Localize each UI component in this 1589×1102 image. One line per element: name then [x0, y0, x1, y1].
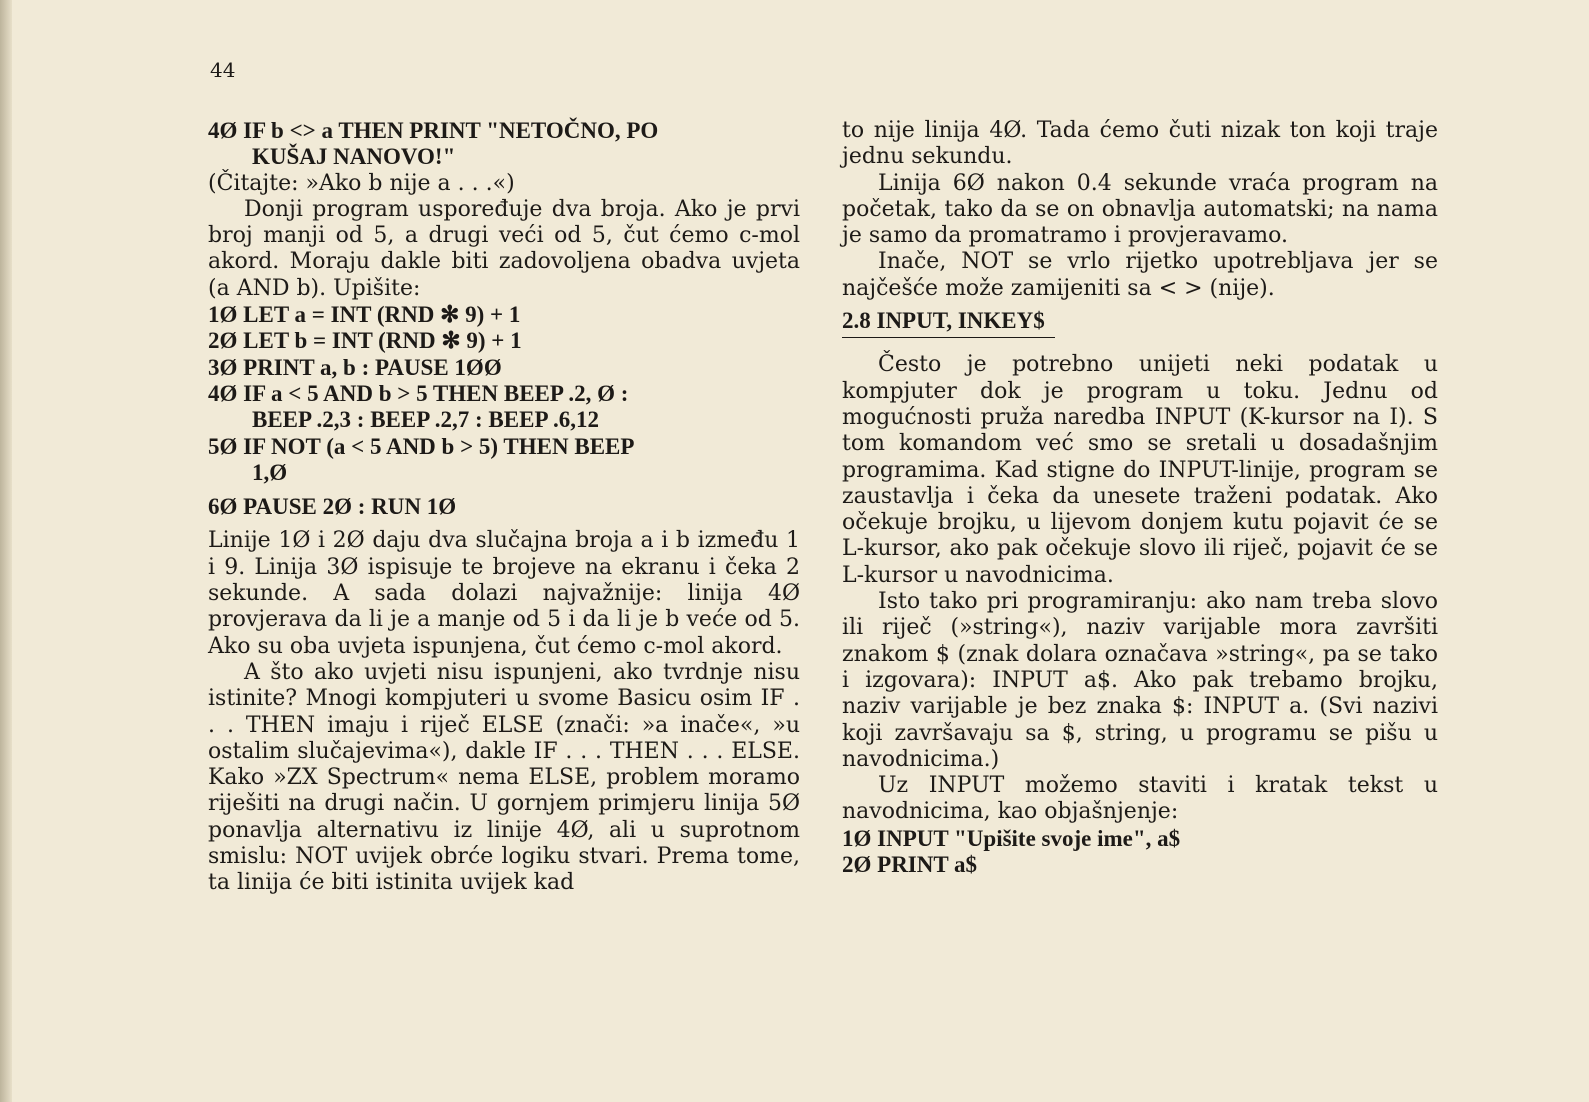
code-line-50: 5Ø IF NOT (a < 5 AND b > 5) THEN BEEP	[208, 433, 635, 459]
paragraph-input-command: Često je potrebno unijeti neki podatak u kompjuter dok je program u toku. Jednu od mogućnosti pruža naredba INPUT (K-kursor na I). S tom komandom već smo se sretali u dosadašnjim programima. Kad stigne do INPUT-linije, program se zaustavlja i čeka da unesete traženi podatak. Ako očekuje brojku, u lijevom donjem kutu pojavit će se L-kursor, ako pak očekuje slovo ili riječ, pojavit će se L-kursor u navodnicima.	[842, 352, 1438, 588]
reading-note: (Čitajte: »Ako b nije a . . .«)	[208, 170, 515, 196]
page-number: 44	[210, 58, 236, 82]
paragraph-else-explained: A što ako uvjeti nisu ispunjeni, ako tvrdnje nisu istinite? Mnogi kompjuteri u svome Basicu osim IF . . . THEN imaju i riječ ELSE (znači: »a inače«, »u ostalim slučajevima«), dakle IF . . . THEN . . . ELSE. Kako »ZX Spectrum« nema ELSE, problem moramo riješiti na drugi način. U gornjem primjeru linija 5Ø ponavlja alternativu iz linije 4Ø, ali u suprotnom smislu: NOT uvijek obrće logiku stvari. Prema tome, ta linija će biti istinita uvijek kad	[208, 659, 800, 896]
section-heading: 2.8 INPUT, INKEY$	[842, 308, 1055, 338]
paragraph-lines-explained: Linije 1Ø i 2Ø daju dva slučajna broja a i b između 1 i 9. Linija 3Ø ispisuje te brojeve na ekranu i čeka 2 sekunde. A sada dolazi najvažnije: linija 4Ø provjerava da li je a manje od 5 i da li je b veće od 5. Ako su oba uvjeta ispunjena, čut ćemo c-mol akord.	[208, 528, 800, 659]
paragraph-low-tone: to nije linija 4Ø. Tada ćemo čuti nizak ton koji traje jednu sekundu.	[842, 118, 1438, 170]
left-column	[208, 118, 800, 897]
paragraph-compare-numbers: Donji program uspoređuje dva broja. Ako je prvi broj manji od 5, a drugi veći od 5, čut ćemo c-mol akord. Moraju dakle biti zadovoljena obadva uvjeta (a AND b). Upišite:	[208, 196, 800, 301]
code-line-40-beeps: BEEP .2,3 : BEEP .2,7 : BEEP .6,12	[252, 407, 599, 433]
paragraph-string-variables: Isto tako pri programiranju: ako nam treba slovo ili riječ (»string«), naziv varijable mora završiti znakom $ (znak dolara označava »string«, pa se tako i izgovara): INPUT a$. Ako pak trebamo brojku, naziv varijable je bez znaka $: INPUT a. (Svi nazivi koji završavaju sa $, string, u programu se pišu u navodnicima.)	[842, 589, 1438, 772]
paragraph-not-usage: Inače, NOT se vrlo rijetko upotrebljava jer se najčešće može zamijeniti sa < > (nije).	[842, 249, 1438, 301]
code-line-20: 2Ø LET b = INT (RND ✻ 9) + 1	[208, 328, 522, 354]
code-line-10: 1Ø LET a = INT (RND ✻ 9) + 1	[208, 302, 521, 328]
right-column	[842, 118, 1438, 878]
code-line-40: 4Ø IF a < 5 AND b > 5 THEN BEEP .2, Ø :	[208, 380, 629, 406]
paragraph-input-text: Uz INPUT možemo staviti i kratak tekst u navodnicima, kao objašnjenje:	[842, 773, 1438, 825]
code-line-40-continued: KUŠAJ NANOVO!"	[252, 144, 456, 170]
paragraph-line-60: Linija 6Ø nakon 0.4 sekunde vraća program na početak, tako da se on obnavlja automatski; na nama je samo da promatramo i provjeravamo.	[842, 170, 1438, 249]
code-line-60: 6Ø PAUSE 2Ø : RUN 1Ø	[208, 494, 457, 520]
code-line-30: 3Ø PRINT a, b : PAUSE 1ØØ	[208, 354, 502, 380]
code-line-10-input: 1Ø INPUT "Upišite svoje ime", a$	[842, 825, 1181, 851]
book-binding-edge	[0, 0, 12, 1102]
code-line-20-print: 2Ø PRINT a$	[842, 852, 978, 878]
code-line-50-continued: 1,Ø	[252, 459, 288, 485]
code-line-40-if: 4Ø IF b <> a THEN PRINT "NETOČNO, PO	[208, 118, 659, 143]
